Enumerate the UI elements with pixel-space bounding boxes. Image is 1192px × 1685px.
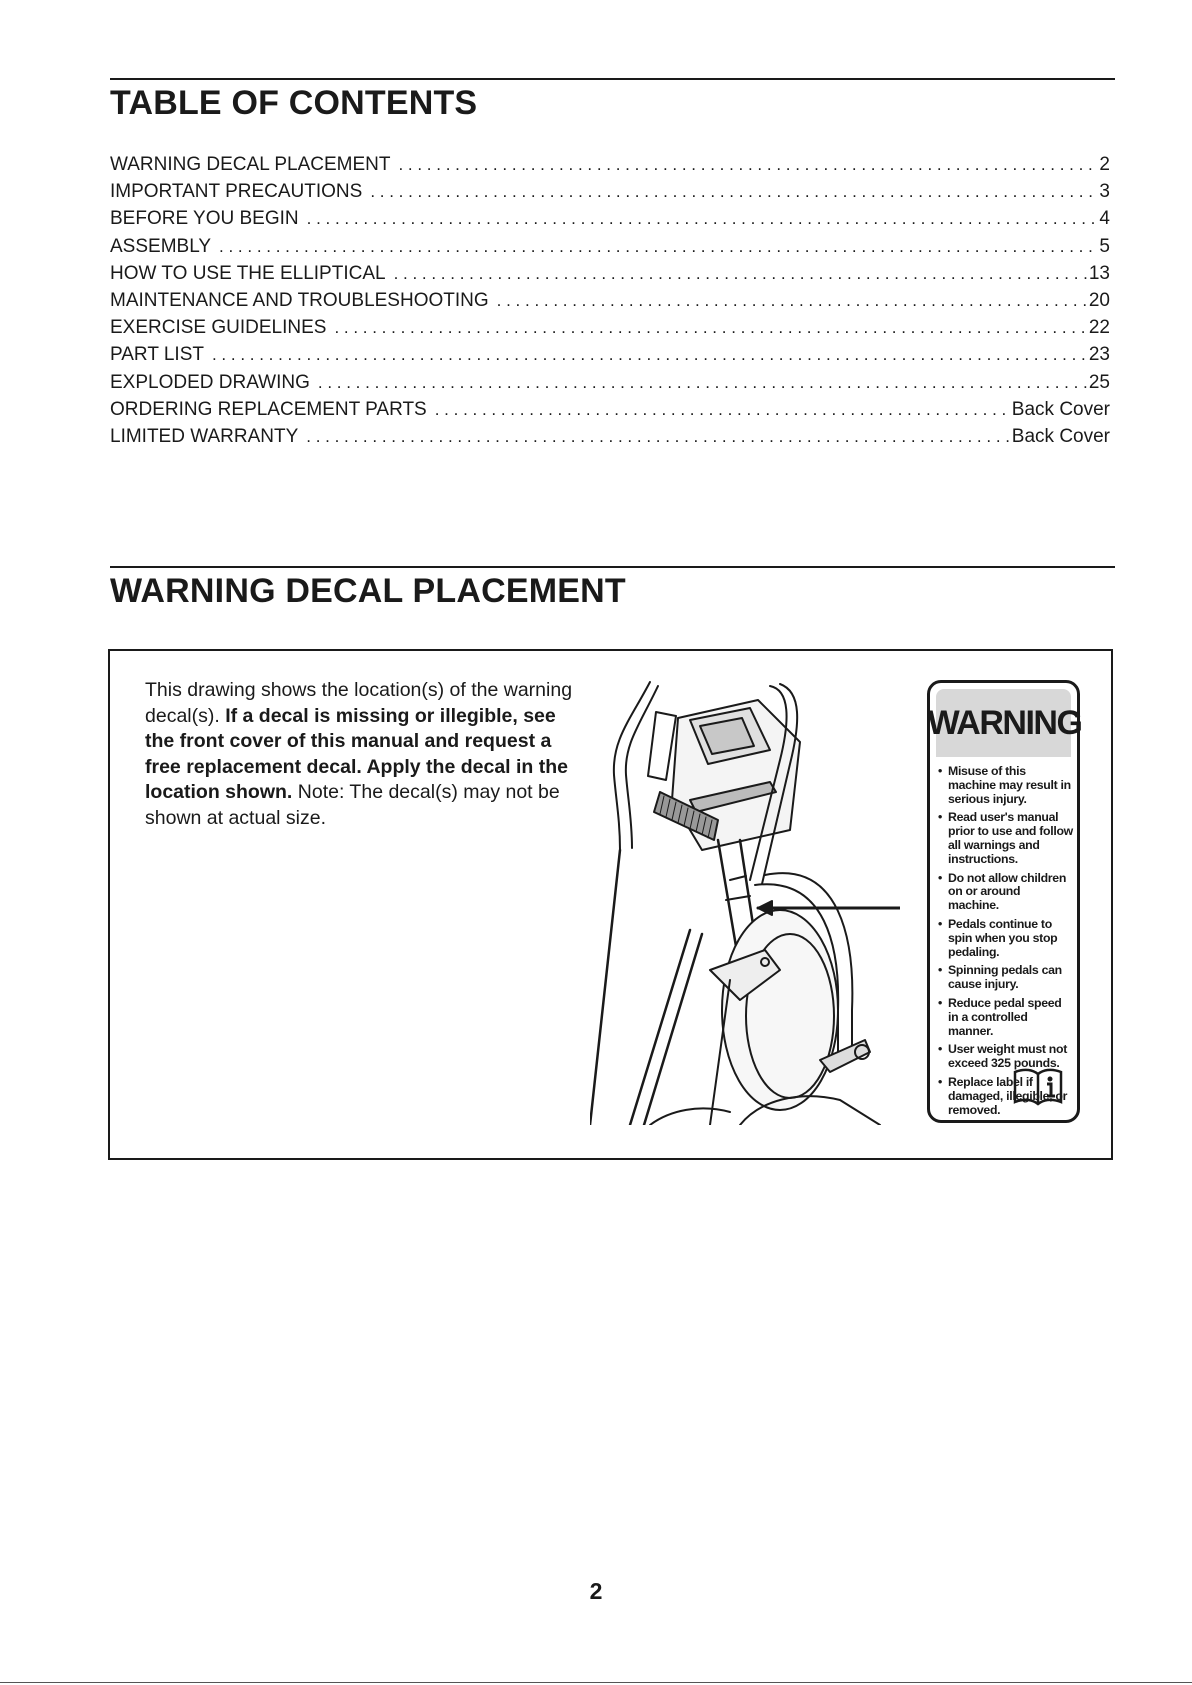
warning-decal-header	[927, 689, 1082, 757]
warning-item: • Read user's manual prior to use and follow all warnings and instructions.	[938, 811, 1073, 866]
toc-entry[interactable]	[110, 396, 1110, 423]
instructions-bold-text: If a decal is missing or illegible, see the front cover of this manual and request a free replacement decal. Apply the decal in the location shown.	[145, 704, 569, 804]
page-number: 2	[589, 1578, 603, 1604]
page-bottom-rule	[0, 1682, 1192, 1683]
toc-entry-title: MAINTENANCE AND TROUBLESHOOTING	[110, 289, 489, 311]
toc-entry-title: BEFORE YOU BEGIN	[110, 208, 299, 230]
toc-entry-page: 4	[1099, 208, 1110, 230]
toc-entry-title: EXERCISE GUIDELINES	[110, 317, 327, 339]
toc-leader-dots	[306, 423, 1012, 450]
manual-info-icon	[1013, 1066, 1063, 1106]
toc-entry-title: HOW TO USE THE ELLIPTICAL	[110, 262, 386, 284]
toc-leader-dots	[497, 287, 1089, 314]
toc-entry[interactable]	[110, 205, 1110, 232]
toc-entry-title: LIMITED WARRANTY	[110, 425, 299, 447]
warning-item: • Reduce pedal speed in a controlled manner.	[938, 997, 1073, 1038]
warning-decal	[927, 680, 1080, 1123]
warning-decal-title: WARNING	[927, 703, 1082, 742]
toc-entry[interactable]	[110, 423, 1110, 450]
toc-leader-dots	[219, 233, 1099, 260]
toc-leader-dots	[318, 369, 1089, 396]
toc-entry[interactable]	[110, 287, 1110, 314]
toc-entry[interactable]	[110, 151, 1110, 178]
toc-entry-title: IMPORTANT PRECAUTIONS	[110, 181, 363, 203]
warning-item: • Replace label if damaged, illegible, or removed.	[938, 1076, 1073, 1117]
toc-entry-title: WARNING DECAL PLACEMENT	[110, 154, 391, 175]
decal-section-heading: WARNING DECAL PLACEMENT	[110, 572, 626, 610]
decal-instructions	[145, 678, 575, 832]
elliptical-drawing	[590, 680, 900, 1125]
toc-leader-dots	[394, 260, 1089, 287]
instructions-note-text: Note: The decal(s) may not be shown at actual size.	[145, 781, 560, 829]
toc-entry-page: 3	[1099, 181, 1110, 203]
toc-entry-page: 5	[1099, 235, 1110, 257]
toc-leader-dots	[435, 396, 1012, 423]
toc-entry-title: PART LIST	[110, 344, 204, 366]
warning-item: • Spinning pedals can cause injury.	[938, 964, 1073, 992]
toc-entry-page: Back Cover	[1011, 425, 1110, 447]
toc-entry-page: 20	[1088, 289, 1110, 311]
toc-leader-dots	[307, 205, 1100, 232]
toc-entry-title: EXPLODED DRAWING	[110, 371, 310, 393]
toc-leader-dots	[334, 314, 1088, 341]
toc-entry-page: 13	[1088, 262, 1110, 284]
toc-entry-page: 2	[1099, 154, 1110, 175]
toc-leader-dots	[370, 178, 1099, 205]
toc-top-rule	[110, 78, 1115, 80]
toc-entry-title: ASSEMBLY	[110, 235, 212, 257]
toc-entry-page: 25	[1088, 371, 1110, 393]
decal-section-rule	[110, 566, 1115, 568]
toc-leader-dots	[212, 341, 1089, 368]
toc-entry[interactable]	[110, 341, 1110, 368]
toc-entry-page: 22	[1088, 317, 1110, 339]
table-of-contents	[110, 151, 1110, 450]
warning-item: • User weight must not exceed 325 pounds.	[938, 1043, 1073, 1071]
toc-entry[interactable]	[110, 260, 1110, 287]
toc-entry[interactable]	[110, 178, 1110, 205]
toc-entry-title: ORDERING REPLACEMENT PARTS	[110, 398, 427, 420]
instructions-normal-text: This drawing shows the location(s) of the warning decal(s).	[145, 679, 573, 727]
warning-item: • Pedals continue to spin when you stop pedaling.	[938, 918, 1073, 959]
warning-item: • Misuse of this machine may result in serious injury.	[938, 765, 1073, 806]
toc-entry[interactable]	[110, 314, 1110, 341]
toc-entry-page: Back Cover	[1011, 398, 1110, 420]
toc-entry-page: 23	[1088, 344, 1110, 366]
warning-item: • Do not allow children on or around machine.	[938, 872, 1073, 913]
toc-leader-dots	[398, 151, 1099, 178]
toc-entry[interactable]	[110, 233, 1110, 260]
toc-entry[interactable]	[110, 369, 1110, 396]
toc-heading: TABLE OF CONTENTS	[110, 84, 478, 122]
